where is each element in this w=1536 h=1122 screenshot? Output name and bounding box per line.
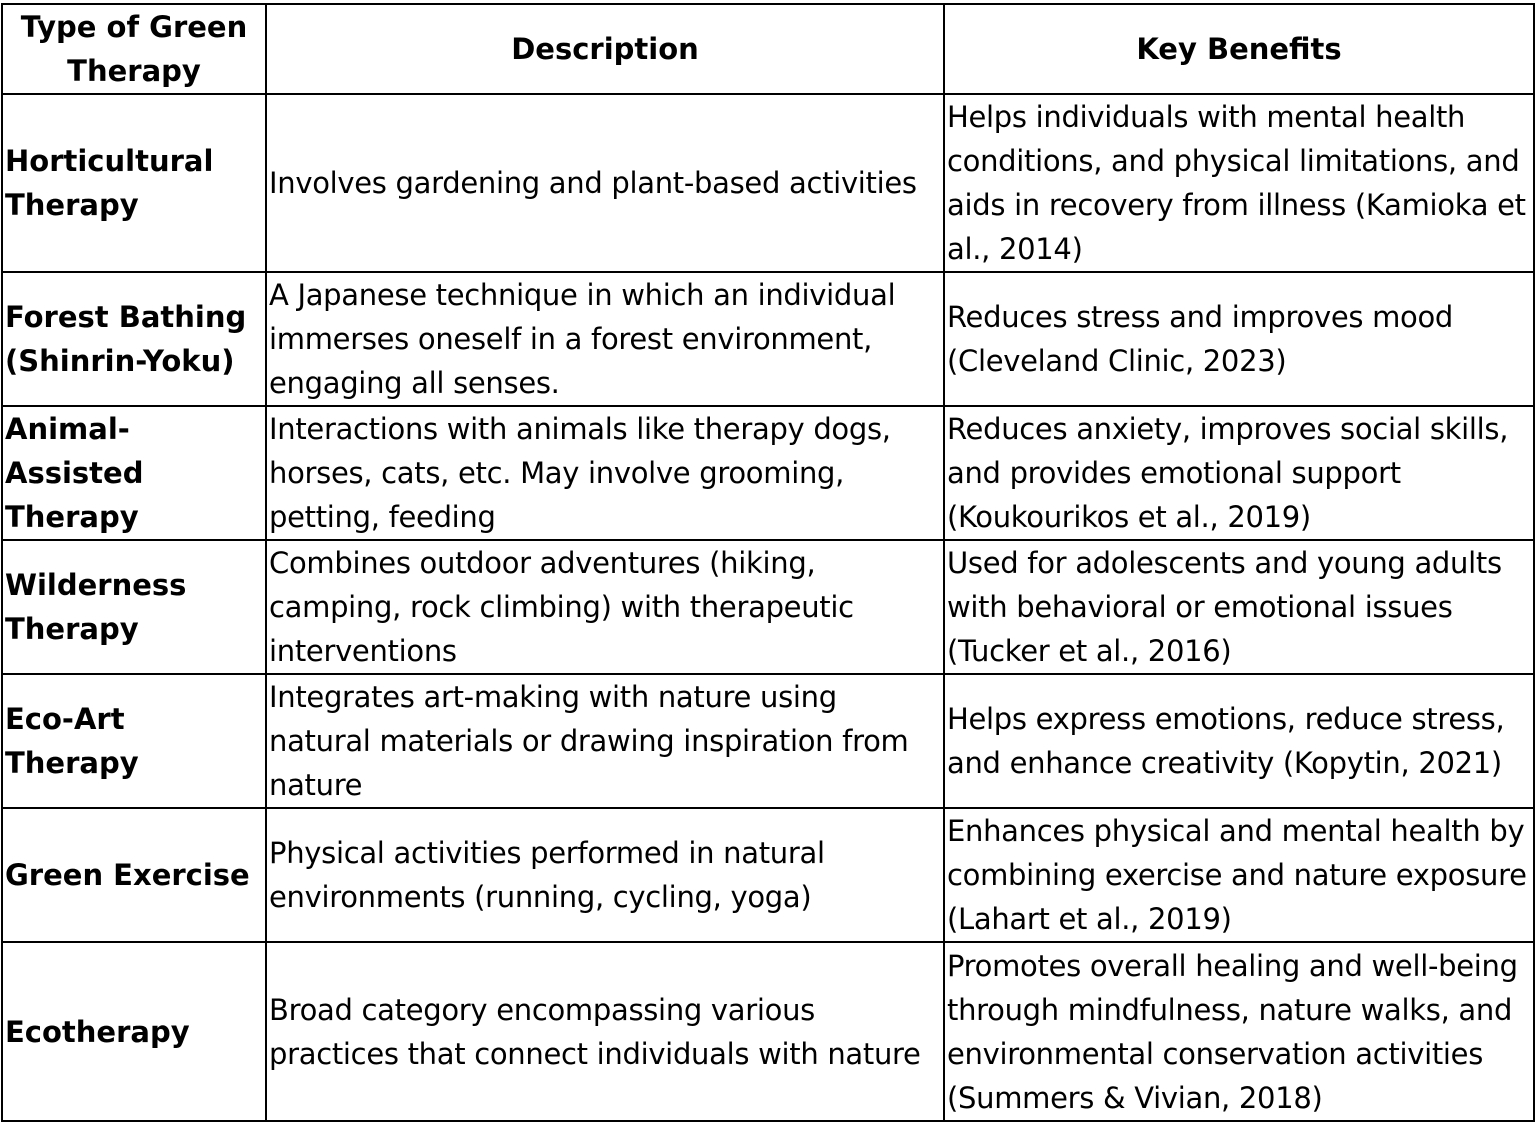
therapy-type-cell: Forest Bathing (Shinrin-Yoku) — [2, 272, 266, 406]
therapy-type-cell: Ecotherapy — [2, 942, 266, 1121]
table-header-row — [2, 4, 1534, 94]
table-row — [2, 406, 1534, 540]
green-therapy-table — [1, 3, 1535, 1122]
description-cell: Involves gardening and plant-based activities — [266, 94, 944, 272]
description-cell: A Japanese technique in which an individual immerses oneself in a forest environment, engaging all senses. — [266, 272, 944, 406]
therapy-type-cell: Horticultural Therapy — [2, 94, 266, 272]
header-description: Description — [266, 4, 944, 94]
therapy-type-cell: Eco-Art Therapy — [2, 674, 266, 808]
table-row — [2, 272, 1534, 406]
description-cell: Broad category encompassing various practices that connect individuals with nature — [266, 942, 944, 1121]
header-key-benefits: Key Benefits — [944, 4, 1534, 94]
therapy-type-cell: Wilderness Therapy — [2, 540, 266, 674]
benefits-cell: Reduces anxiety, improves social skills, and provides emotional support (Koukourikos et al., 2019) — [944, 406, 1534, 540]
description-cell: Physical activities performed in natural environments (running, cycling, yoga) — [266, 808, 944, 942]
table-row — [2, 942, 1534, 1121]
table-row — [2, 540, 1534, 674]
description-cell: Integrates art-making with nature using natural materials or drawing inspiration from nature — [266, 674, 944, 808]
description-cell: Combines outdoor adventures (hiking, camping, rock climbing) with therapeutic interventions — [266, 540, 944, 674]
table-row — [2, 94, 1534, 272]
header-type: Type of Green Therapy — [2, 4, 266, 94]
benefits-cell: Helps express emotions, reduce stress, and enhance creativity (Kopytin, 2021) — [944, 674, 1534, 808]
therapy-type-cell: Animal-Assisted Therapy — [2, 406, 266, 540]
table-row — [2, 808, 1534, 942]
benefits-cell: Enhances physical and mental health by combining exercise and nature exposure (Lahart et al., 2019) — [944, 808, 1534, 942]
benefits-cell: Promotes overall healing and well-being through mindfulness, nature walks, and environmental conservation activities (Summers & Vivian, 2018) — [944, 942, 1534, 1121]
benefits-cell: Used for adolescents and young adults with behavioral or emotional issues (Tucker et al., 2016) — [944, 540, 1534, 674]
description-cell: Interactions with animals like therapy dogs, horses, cats, etc. May involve grooming, petting, feeding — [266, 406, 944, 540]
therapy-type-cell: Green Exercise — [2, 808, 266, 942]
benefits-cell: Helps individuals with mental health conditions, and physical limitations, and aids in recovery from illness (Kamioka et al., 2014) — [944, 94, 1534, 272]
table-row — [2, 674, 1534, 808]
benefits-cell: Reduces stress and improves mood (Cleveland Clinic, 2023) — [944, 272, 1534, 406]
